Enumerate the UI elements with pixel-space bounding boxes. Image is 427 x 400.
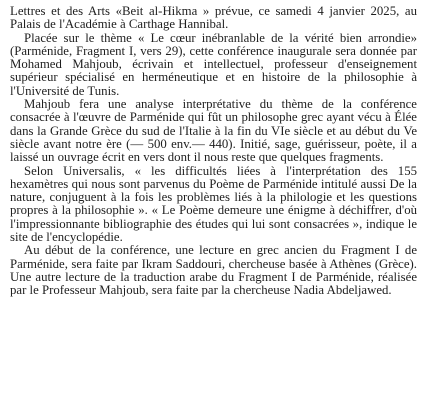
paragraph-readings: Au début de la conférence, une lecture en grec ancien du Fragment I de Parménide, sera faite par Ikram Saddouri, chercheuse basée à Athènes (Grèce). Une autre lecture de la traduction arabe du Fragment I de Parménide, réalisée par le Professeur Mahjoub, sera faite par la chercheuse Nadia Abdeljawed. [10, 243, 417, 298]
paragraph-intro: Lettres et des Arts «Beit al-Hikma » prévue, ce samedi 4 janvier 2025, au Palais de l'Académie à Carthage Hannibal. [10, 4, 417, 32]
paragraph-parmenides: Mahjoub fera une analyse interprétative du thème de la conférence consacrée à l'œuvre de Parménide qui fût un philosophe grec ayant vécu à Élée dans la Grande Grèce du sud de l'Italie à la fin du VIe siècle et au début du Ve siècle avant notre ère (— 500 env.— 440). Initié, sage, guérisseur, poète, il a laissé un ouvrage écrit en vers dont il nous reste que quelques fragments. [10, 97, 417, 165]
paragraph-universalis: Selon Universalis, « les difficultés liées à l'interprétation des 155 hexamètres qui nous sont parvenus du Poème de Parménide intitulé aussi De la nature, conjuguent à la fois les problèmes liés à la philologie et les questions propres à la philosophie ». « Le Poème demeure une énigme à déchiffrer, d'où l'impressionnante bibliographie des études qui lui sont consacrées », indique le site de l'encyclopédie. [10, 163, 417, 245]
paragraph-theme: Placée sur le thème « Le cœur inébranlable de la vérité bien arrondie» (Parménide, Fragment I, vers 29), cette conférence inaugurale sera donnée par Mohamed Mahjoub, écrivain et intellectuel, professeur d'enseignement supérieur spécialisé en herméneutique et en histoire de la philosophie à l'Université de Tunis. [10, 30, 417, 98]
